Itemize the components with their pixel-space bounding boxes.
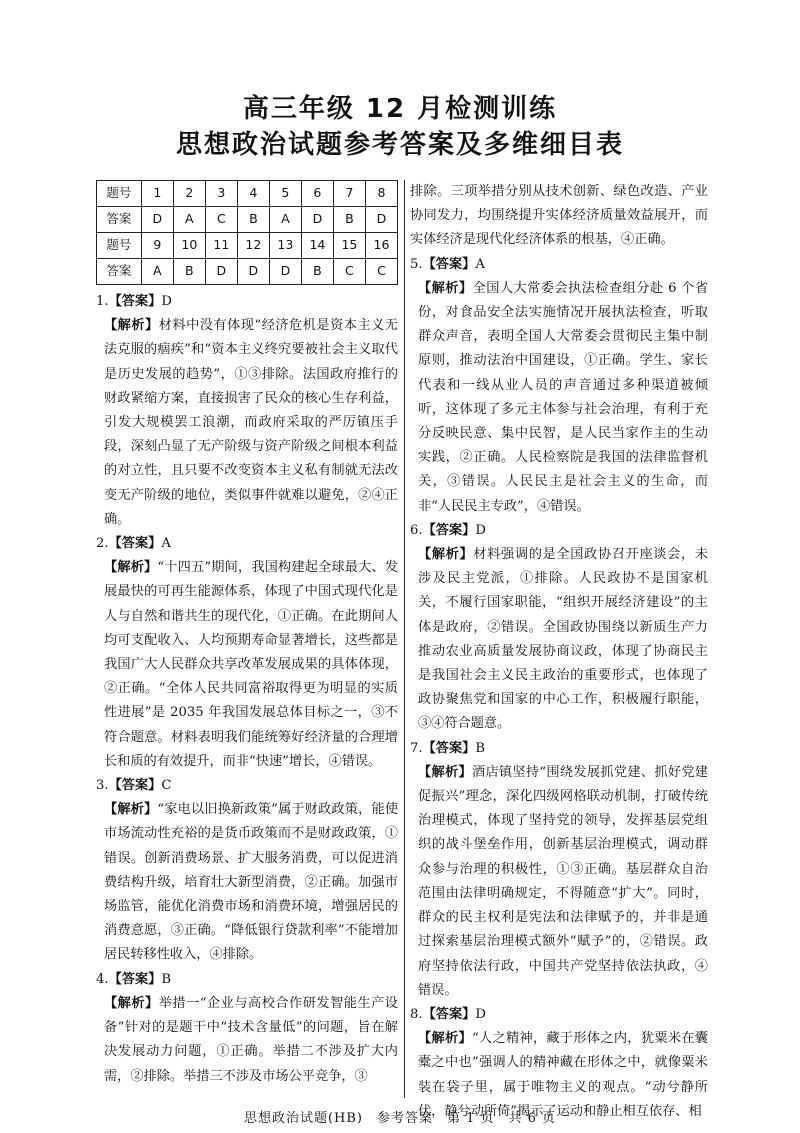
table-cell: 13 bbox=[269, 233, 301, 259]
analysis-tag: 【解析】 bbox=[418, 1031, 472, 1047]
question-item bbox=[96, 532, 398, 774]
answer-tag: 【答案】 bbox=[108, 536, 162, 552]
table-cell: 2 bbox=[173, 181, 205, 207]
right-column bbox=[410, 180, 708, 1124]
table-cell: D bbox=[269, 259, 301, 285]
question-number: 8. bbox=[410, 1006, 423, 1022]
question-answer-line bbox=[96, 968, 398, 992]
question-answer-line bbox=[96, 532, 398, 556]
question-item bbox=[410, 253, 708, 519]
analysis-tag: 【解析】 bbox=[418, 547, 474, 563]
table-cell: D bbox=[237, 259, 269, 285]
answer-value: D bbox=[161, 294, 172, 309]
table-row-label: 答案 bbox=[97, 259, 142, 285]
left-column bbox=[96, 180, 398, 1089]
table-cell: 1 bbox=[141, 181, 173, 207]
answer-tag: 【答案】 bbox=[108, 294, 162, 309]
question-answer-line bbox=[410, 519, 708, 543]
analysis-text: 举措一“企业与高校合作研发智能生产设备”针对的是题干中“技术含量低”的问题，旨在解决发展动力问题，①正确。举措二不涉及扩大内需，②排除。举措三不涉及市场公平竞争，③ bbox=[104, 995, 398, 1084]
table-cell: 11 bbox=[205, 233, 237, 259]
table-cell: 14 bbox=[301, 233, 333, 259]
answer-value: C bbox=[161, 778, 172, 794]
table-row-label: 题号 bbox=[97, 181, 142, 207]
answer-table-question-row bbox=[97, 181, 398, 207]
table-row-label: 题号 bbox=[97, 233, 142, 259]
question-item bbox=[410, 737, 708, 1003]
analysis-text: 全国人大常委会执法检查组分赴 6 个省份，对食品安全法实施情况开展执法检查，听取群众声音，表明全国人大常委会贯彻民主集中制原则，推动法治中国建设，①正确。学生、家长代表和一线从业人员的声音通过多种渠道被倾听，这体现了多元主体参与社会治理，有利于充分反映民意、集中民智，是人民当家作主的生动实践，②正确。人民检察院是我国的法律监督机关，③错误。人民民主是社会主义的生命，而非“人民民主专政”，④错误。 bbox=[418, 280, 709, 514]
table-row-label: 答案 bbox=[97, 207, 142, 233]
analysis-tag: 【解析】 bbox=[418, 280, 473, 296]
page-subtitle: 思想政治试题参考答案及多维细目表 bbox=[175, 130, 624, 160]
answer-value: B bbox=[161, 971, 172, 987]
question-number: 3. bbox=[96, 778, 109, 794]
table-cell: A bbox=[269, 207, 301, 233]
question-item bbox=[410, 1003, 708, 1124]
analysis-tag: 【解析】 bbox=[104, 560, 158, 576]
table-cell: 3 bbox=[205, 181, 237, 207]
table-cell: 6 bbox=[301, 181, 333, 207]
answer-table-question-row bbox=[97, 233, 398, 259]
answer-tag: 【答案】 bbox=[108, 778, 162, 794]
table-cell: 8 bbox=[365, 181, 397, 207]
answer-table bbox=[96, 180, 398, 285]
answer-value: A bbox=[161, 536, 171, 552]
table-cell: 16 bbox=[365, 233, 397, 259]
table-cell: C bbox=[205, 207, 237, 233]
table-cell: A bbox=[141, 259, 173, 285]
answer-tag: 【答案】 bbox=[422, 1006, 476, 1022]
question-answer-line bbox=[410, 737, 708, 761]
analysis-paragraph bbox=[410, 761, 708, 1003]
analysis-paragraph bbox=[96, 798, 398, 967]
analysis-paragraph bbox=[410, 543, 708, 737]
question-item bbox=[96, 774, 398, 968]
answer-table-answer-row bbox=[97, 259, 398, 285]
page-footer: 思想政治试题(HB) 参考答案 第 1 页 共 6 页 bbox=[243, 1111, 557, 1126]
analysis-paragraph bbox=[96, 314, 398, 532]
table-cell: 12 bbox=[237, 233, 269, 259]
table-cell: 4 bbox=[237, 181, 269, 207]
question-number: 6. bbox=[410, 522, 423, 538]
analysis-text: 材料中没有体现“经济危机是资本主义无法克服的痼疾”和“资本主义终究要被社会主义取代是历史发展的趋势”，①③排除。法国政府推行的财政紧缩方案，直接损害了民众的核心生存利益，引发大规模罢工浪潮，而政府采取的严厉镇压手段，深刻凸显了无产阶级与资产阶级之间根本利益的对立性，且只要不改变资本主义私有制就无法改变无产阶级的地位，类似事件就难以避免，②④正确。 bbox=[104, 318, 398, 527]
table-cell: A bbox=[173, 207, 205, 233]
question-number: 5. bbox=[410, 256, 423, 272]
table-cell: D bbox=[365, 207, 397, 233]
answer-value: A bbox=[475, 256, 485, 272]
table-cell: B bbox=[333, 207, 365, 233]
analysis-text: 酒店镇坚持“围绕发展抓党建、抓好党建促振兴”理念，深化四级网格联动机制，打破传统治理模式，体现了坚持党的领导，发挥基层党组织的战斗堡垒作用，创新基层治理模式，调动群众参与治理的积极性，①③正确。基层群众自治范围由法律明确规定，不得随意“扩大”。同时，群众的民主权利是宪法和法律赋予的，并非是通过探索基层治理模式额外“赋予”的，②错误。政府坚持依法行政，中国共产党坚持依法执政，④错误。 bbox=[418, 764, 708, 998]
question-number: 1. bbox=[96, 294, 109, 309]
table-cell: D bbox=[301, 207, 333, 233]
question-number: 4. bbox=[96, 971, 109, 987]
answer-value: D bbox=[475, 1006, 486, 1022]
right-question-list bbox=[410, 253, 708, 1124]
column-divider bbox=[404, 180, 405, 1098]
answer-tag: 【答案】 bbox=[422, 522, 476, 538]
continued-analysis: 排除。三项举措分别从技术创新、绿色改造、产业协同发力，均围绕提升实体经济质量效益展开，而实体经济是现代化经济体系的根基，④正确。 bbox=[410, 184, 708, 248]
analysis-text: 材料强调的是全国政协召开座谈会，未涉及民主党派，①排除。人民政协不是国家机关，不履行国家职能，“组织开展经济建设”的主体是政府，②错误。全国政协围绕以新质生产力推动农业高质量发展协商议政，体现了协商民主是我国社会主义民主政治的重要形式，也体现了政协聚焦党和国家的中心工作，积极履行职能，③④符合题意。 bbox=[418, 547, 709, 732]
analysis-text: “家电以旧换新政策”属于财政政策，能使市场流动性充裕的是货币政策而不是财政政策，①错误。创新消费场景、扩大服务消费，可以促进消费结构升级，培育壮大新型消费，②正确。加强市场监管，能优化消费市场和消费环境，增强居民的消费意愿，③正确。“降低银行贷款利率”不能增加居民转移性收入，④排除。 bbox=[104, 802, 399, 963]
answer-value: D bbox=[475, 522, 486, 538]
table-cell: D bbox=[205, 259, 237, 285]
left-question-list bbox=[96, 290, 398, 1089]
analysis-tag: 【解析】 bbox=[418, 764, 472, 780]
table-cell: C bbox=[365, 259, 397, 285]
analysis-paragraph bbox=[96, 992, 398, 1089]
analysis-tag: 【解析】 bbox=[104, 802, 158, 818]
question-answer-line bbox=[96, 290, 398, 314]
table-cell: D bbox=[141, 207, 173, 233]
page-title: 高三年级 12 月检测训练 bbox=[242, 94, 558, 124]
question-number: 7. bbox=[410, 740, 423, 756]
table-cell: 7 bbox=[333, 181, 365, 207]
table-cell: C bbox=[333, 259, 365, 285]
analysis-tag: 【解析】 bbox=[104, 995, 159, 1011]
analysis-paragraph bbox=[410, 277, 708, 519]
table-cell: 15 bbox=[333, 233, 365, 259]
question-item bbox=[410, 519, 708, 737]
answer-tag: 【答案】 bbox=[108, 971, 162, 987]
question-answer-line bbox=[96, 774, 398, 798]
analysis-paragraph bbox=[96, 556, 398, 774]
table-cell: B bbox=[173, 259, 205, 285]
table-cell: B bbox=[301, 259, 333, 285]
table-cell: 10 bbox=[173, 233, 205, 259]
analysis-tag: 【解析】 bbox=[104, 318, 159, 334]
table-cell: 5 bbox=[269, 181, 301, 207]
answer-table-answer-row bbox=[97, 207, 398, 233]
question-answer-line bbox=[410, 1003, 708, 1027]
answer-value: B bbox=[475, 740, 486, 756]
question-number: 2. bbox=[96, 536, 109, 552]
answer-tag: 【答案】 bbox=[422, 256, 476, 272]
table-cell: 9 bbox=[141, 233, 173, 259]
answer-tag: 【答案】 bbox=[422, 740, 476, 756]
analysis-text: “十四五”期间，我国构建起全球最大、发展最快的可再生能源体系，体现了中国式现代化是人与自然和谐共生的现代化，①正确。在此期间人均可支配收入、人均预期寿命显著增长，这些都是我国广大人民群众共享改革发展成果的具体体现，②正确。“全体人民共同富裕取得更为明显的实质性进展”是 2035 年我国发展总体目标之一，③不符合题意。材料表明我们能统筹好经济量的合理增长和质的有效提升，而非“快速”增长，④错误。 bbox=[104, 560, 399, 769]
question-item bbox=[96, 290, 398, 532]
table-cell: B bbox=[237, 207, 269, 233]
analysis-text: “人之精神，藏于形体之内，犹粟米在囊橐之中也”强调人的精神藏在形体之中，就像粟米装在袋子里，属于唯物主义的观点。“动兮静所伏，静兮动所倚”揭示了运动和静止相互依存、相 bbox=[418, 1031, 708, 1119]
question-item bbox=[96, 968, 398, 1089]
question-answer-line bbox=[410, 253, 708, 277]
